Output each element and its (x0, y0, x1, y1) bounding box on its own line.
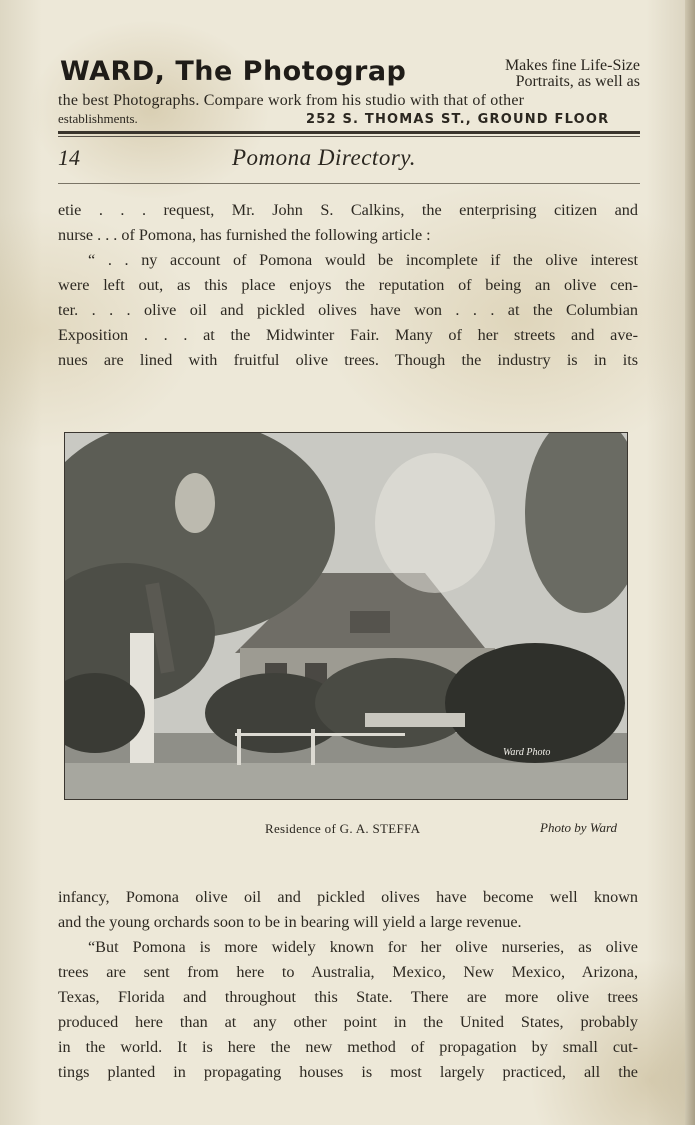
ad-tagline (470, 58, 640, 90)
body-text-top (58, 198, 638, 373)
text-line: Texas, Florida and throughout this State. There are more olive trees (58, 988, 638, 1006)
residence-photo-illustration (65, 433, 627, 799)
body-text-bottom (58, 885, 638, 1085)
text-line: were left out, as this place enjoys the reputation of being an olive cen- (58, 276, 638, 294)
text-line: in the world. It is here the new method of propagation by small cut- (58, 1038, 638, 1056)
text-line: and the young orchards soon to be in bearing will yield a large revenue. (58, 913, 522, 931)
text-line: “But Pomona is more widely known for her olive nurseries, as olive (88, 938, 638, 956)
ad-title: WARD, The Photograp (60, 56, 407, 87)
ad-address: 252 S. THOMAS ST., GROUND FLOOR (306, 112, 610, 127)
ad-body-line-end: establishments. (58, 111, 138, 126)
text-line: etie . . . request, Mr. John S. Calkins, the enterprising citizen and (58, 201, 638, 219)
ad-tagline-line1: Makes fine Life-Size (504, 57, 640, 74)
text-line: nurse . . . of Pomona, has furnished the following article : (58, 226, 431, 244)
text-line: ter. . . . olive oil and pickled olives have won . . . at the Columbian (58, 301, 638, 319)
running-title: Pomona Directory. (232, 145, 416, 170)
ad-body-line: the best Photographs. Compare work from his studio with that of other (58, 92, 525, 109)
text-line: tings planted in propagating houses is most largely practiced, all the (58, 1063, 638, 1081)
photo-signature: Ward Photo (503, 747, 551, 758)
book-spine-shadow (685, 0, 695, 1125)
photo-caption: Residence of G. A. STEFFA (265, 821, 421, 836)
text-line: produced here than at any other point in the United States, probably (58, 1013, 638, 1031)
ad-rule-thin (58, 136, 640, 137)
residence-photo (64, 432, 628, 800)
header-rule (58, 183, 640, 184)
ad-tagline-line2: Portraits, as well as (515, 73, 640, 90)
page-number: 14 (58, 145, 80, 170)
text-line: nues are lined with fruitful olive trees. Though the industry is in its (58, 351, 638, 369)
photo-credit: Photo by Ward (540, 820, 618, 835)
text-line: trees are sent from here to Australia, Mexico, New Mexico, Arizona, (58, 963, 638, 981)
text-line: infancy, Pomona olive oil and pickled olives have become well known (58, 888, 638, 906)
text-line: Exposition . . . at the Midwinter Fair. Many of her streets and ave- (58, 326, 638, 344)
text-line: “ . . ny account of Pomona would be incomplete if the olive interest (88, 251, 638, 269)
ad-rule-heavy (58, 131, 640, 134)
